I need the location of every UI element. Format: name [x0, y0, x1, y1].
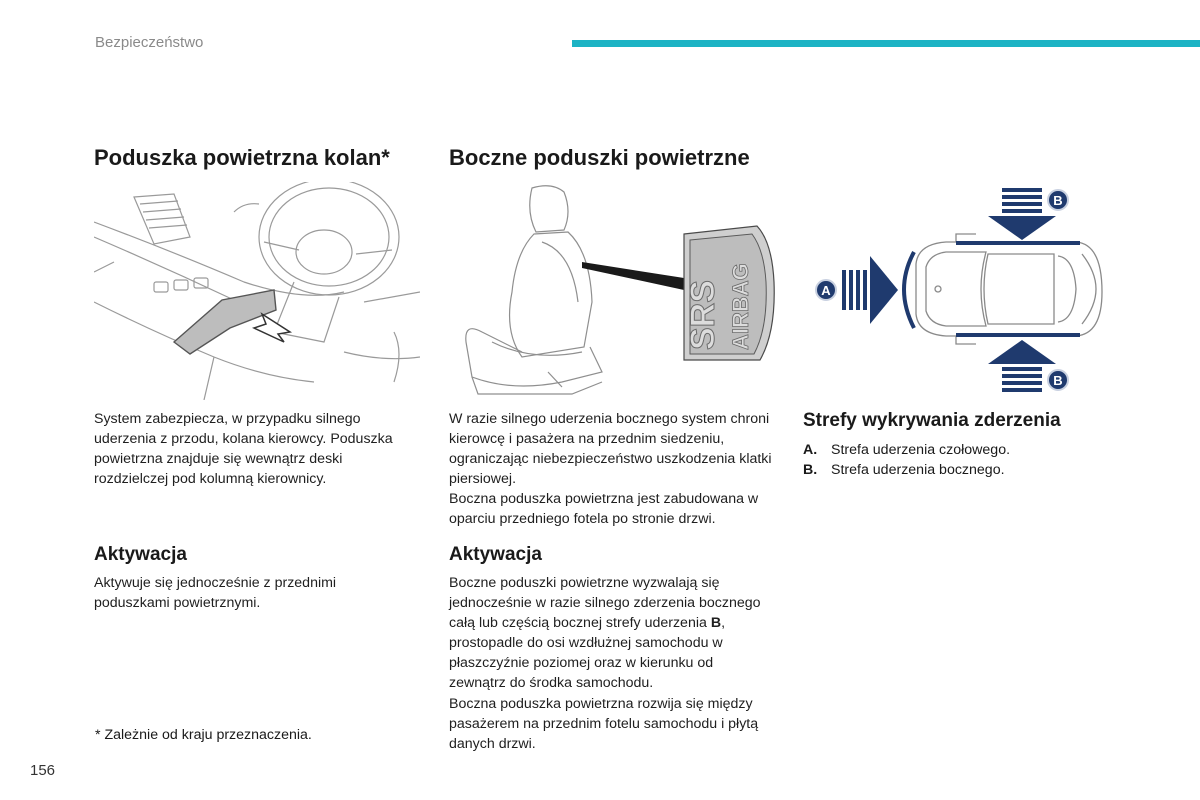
footnote: * Zależnie od kraju przeznaczenia. [95, 727, 312, 743]
knee-activation-text: Aktywuje się jednocześnie z przednimi poduszkami powietrznymi. [94, 575, 337, 612]
zone-item-a-text: Strefa uderzenia czołowego. [831, 442, 1011, 458]
knee-airbag-description: System zabezpiecza, w przypadku silnego uderzenia z przodu, kolana kierowcy. Poduszka powietrzna znajduje się wewnątrz deski rozdzielczej pod kolumną kierownicy. [94, 411, 393, 488]
side-activation-letter: B [710, 615, 722, 632]
knee-activation-title: Aktywacja [94, 544, 187, 565]
side-airbags-title: Boczne poduszki powietrzne [449, 145, 750, 170]
zone-item-a-letter: A. [803, 442, 818, 458]
side-airbags-description [449, 409, 779, 530]
airbag-label: AIRBAG [728, 263, 753, 350]
side-activation-title: Aktywacja [449, 544, 542, 565]
side-airbag-illustration [452, 182, 778, 400]
marker-b-top: B [1053, 193, 1063, 208]
header-accent-bar [572, 40, 1200, 47]
side-activation-text-2: Boczna poduszka powietrzna rozwija się między pasażerem na przednim fotelu samochodu i płytą danych drzwi. [449, 695, 759, 752]
zone-item-b-text: Strefa uderzenia bocznego. [831, 462, 1005, 478]
side-activation-text-b: , prostopadle do osi wzdłużnej samochodu w płaszczyźnie poziomej oraz w kierunku od zewnątrz do środka samochodu. [449, 615, 726, 692]
detection-zones-diagram [806, 182, 1106, 400]
side-airbags-description-2: Boczna poduszka powietrzna jest zabudowana w oparciu przedniego fotela po stronie drzwi. [449, 491, 759, 528]
detection-zones-list [803, 440, 1173, 480]
marker-b-bottom: B [1053, 373, 1063, 388]
marker-a: A [821, 283, 831, 298]
side-activation-text [449, 573, 767, 754]
side-airbags-description-1: W razie silnego uderzenia bocznego system chroni kierowcę i pasażera na przednim siedzeniu, ograniczając niebezpieczeństwo uszkodzenia klatki piersiowej. [449, 411, 772, 488]
srs-label: SRS [684, 280, 722, 350]
zone-item-b-letter: B. [803, 462, 818, 478]
page-number: 156 [30, 762, 56, 779]
detection-zones-title: Strefy wykrywania zderzenia [803, 410, 1061, 431]
zone-item-a [803, 440, 1173, 460]
zone-item-b [803, 460, 1173, 480]
section-label: Bezpieczeństwo [95, 34, 204, 51]
knee-airbag-illustration [94, 182, 420, 400]
side-activation-text-1 [449, 573, 767, 694]
knee-airbag-title: Poduszka powietrzna kolan* [94, 145, 390, 170]
side-activation-text-a: Boczne poduszki powietrzne wyzwalają się jednocześnie w razie silnego zderzenia bocznego całą lub częścią bocznej strefy uderzenia [449, 575, 761, 632]
